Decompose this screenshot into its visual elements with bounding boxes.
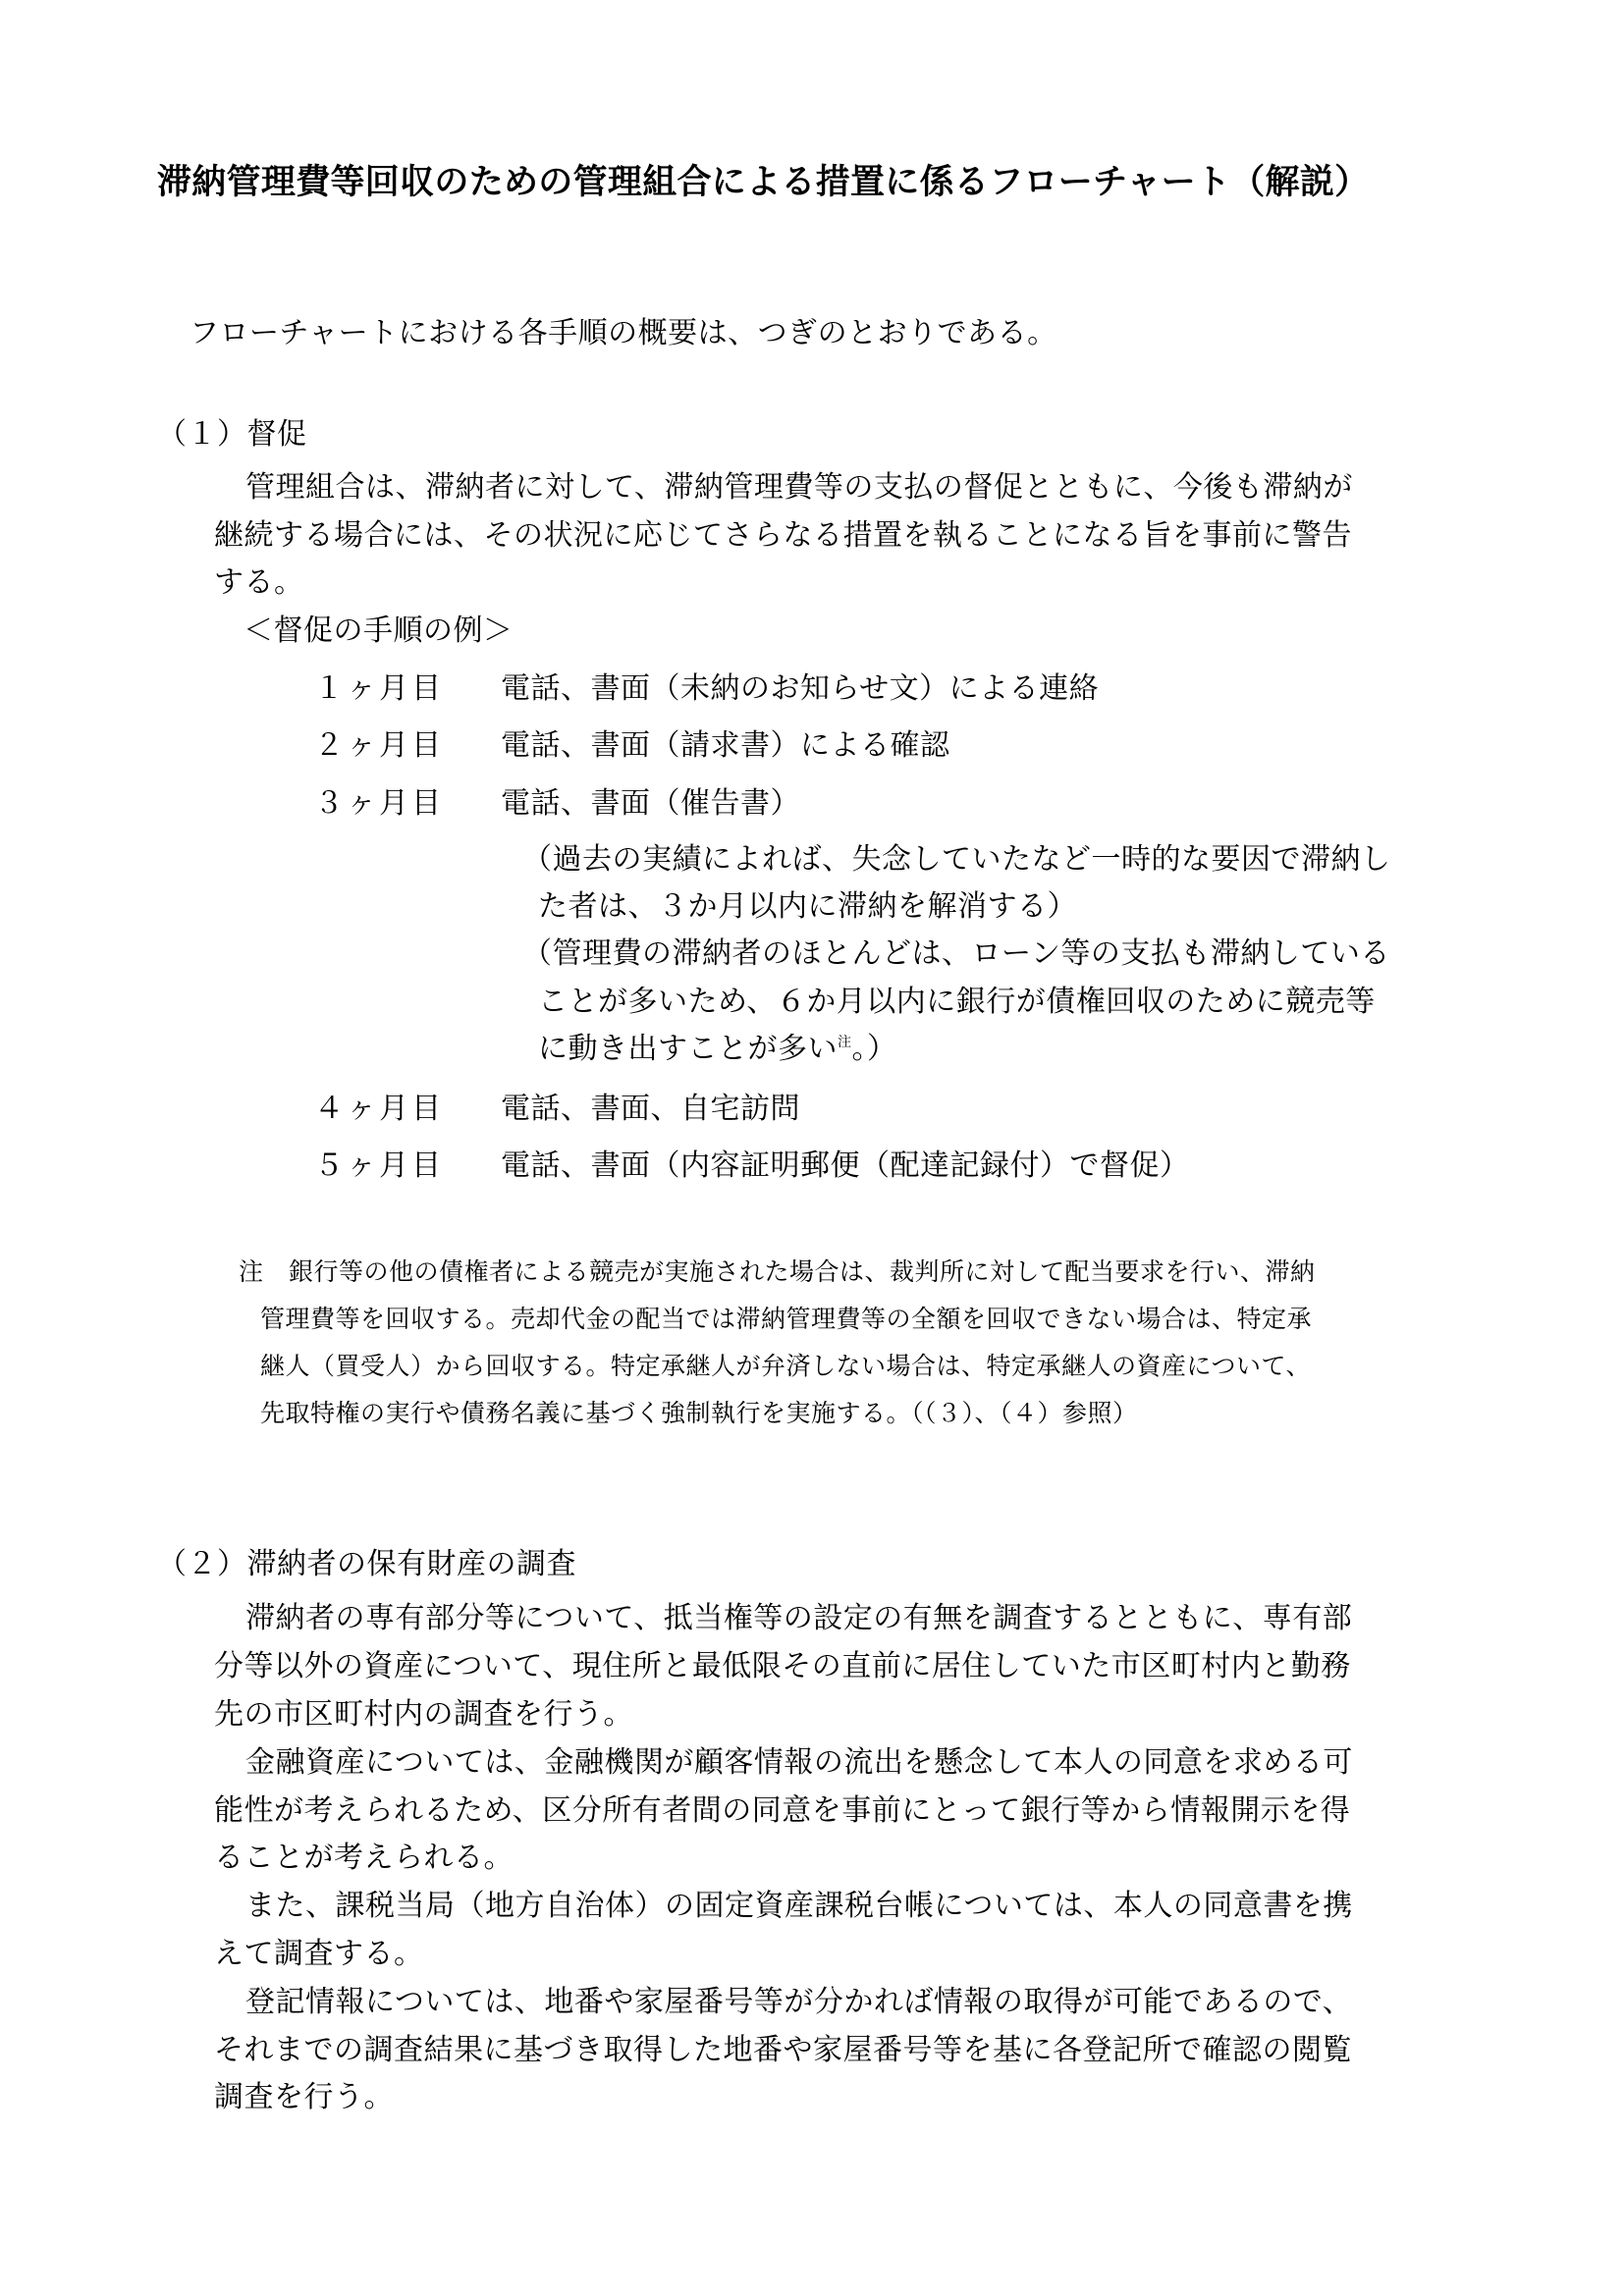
step3-note-text: に動き出すことが多い bbox=[538, 1032, 838, 1066]
step-month: ２ヶ月目 bbox=[314, 728, 444, 763]
step3-note-line: （管理費の滞納者のほとんどは、ローン等の支払も滞納している bbox=[522, 936, 1390, 971]
step-month: １ヶ月目 bbox=[314, 671, 444, 706]
section2-body-line: 滞納者の専有部分等について、抵当権等の設定の有無を調査するとともに、専有部 bbox=[245, 1601, 1353, 1635]
section2-body-line: 調査を行う。 bbox=[214, 2080, 394, 2114]
step3-note-line: ことが多いため、６か月以内に銀行が債権回収のために競売等 bbox=[538, 985, 1376, 1019]
step3-note-line: （過去の実績によれば、失念していたなど一時的な要因で滞納し bbox=[522, 842, 1391, 877]
section2-body-line: 金融資産については、金融機関が顧客情報の流出を懸念して本人の同意を求める可 bbox=[245, 1745, 1353, 1780]
section2-body-line: 登記情報については、地番や家屋番号等が分かれば情報の取得が可能であるので、 bbox=[245, 1985, 1353, 2019]
footnote-marker: 注 bbox=[838, 1035, 852, 1050]
step3-note-line: た者は、３か月以内に滞納を解消する） bbox=[538, 889, 1077, 924]
step-action: 電話、書面、自宅訪問 bbox=[501, 1092, 800, 1126]
footnote-line: 注 銀行等の他の債権者による競売が実施された場合は、裁判所に対して配当要求を行い、滞納 bbox=[239, 1257, 1316, 1286]
section1-heading: （１）督促 bbox=[157, 417, 307, 452]
footnote-line: 先取特権の実行や債務名義に基づく強制執行を実施する。（（３）、（４）参照） bbox=[260, 1399, 1138, 1427]
section2-heading: （２）滞納者の保有財産の調査 bbox=[157, 1547, 576, 1581]
section1-body-line: 継続する場合には、その状況に応じてさらなる措置を執ることになる旨を事前に警告 bbox=[214, 518, 1352, 553]
step-action: 電話、書面（未納のお知らせ文）による連絡 bbox=[501, 671, 1100, 706]
step-action: 電話、書面（催告書） bbox=[501, 786, 800, 821]
step-month: ５ヶ月目 bbox=[314, 1148, 444, 1183]
section2-body-line: 能性が考えられるため、区分所有者間の同意を事前にとって銀行等から情報開示を得 bbox=[214, 1793, 1351, 1828]
section2-body-line: それまでの調査結果に基づき取得した地番や家屋番号等を基に各登記所で確認の閲覧 bbox=[214, 2033, 1352, 2067]
step-action: 電話、書面（請求書）による確認 bbox=[501, 728, 950, 763]
section2-body-line: ることが考えられる。 bbox=[214, 1841, 514, 1875]
intro-text: フローチャートにおける各手順の概要は、つぎのとおりである。 bbox=[189, 316, 1057, 350]
example-heading: ＜督促の手順の例＞ bbox=[244, 614, 514, 648]
footnote-line: 管理費等を回収する。売却代金の配当では滞納管理費等の全額を回収できない場合は、特定承 bbox=[260, 1305, 1313, 1333]
step-action: 電話、書面（内容証明郵便（配達記録付）で督促） bbox=[501, 1148, 1190, 1183]
step3-note-tail: 。） bbox=[851, 1032, 897, 1066]
footnote-line: 継人（買受人）から回収する。特定承継人が弁済しない場合は、特定承継人の資産について、 bbox=[260, 1352, 1312, 1380]
step3-note-line bbox=[538, 1030, 897, 1069]
section2-body-line: 分等以外の資産について、現住所と最低限その直前に居住していた市区町村内と勤務 bbox=[214, 1649, 1351, 1683]
step-month: ４ヶ月目 bbox=[314, 1092, 444, 1126]
section2-body-line: また、課税当局（地方自治体）の固定資産課税台帳については、本人の同意書を携 bbox=[245, 1889, 1353, 1923]
section2-body-line: 先の市区町村内の調査を行う。 bbox=[214, 1697, 633, 1732]
step-month: ３ヶ月目 bbox=[314, 786, 444, 821]
section1-body-line: 管理組合は、滞納者に対して、滞納管理費等の支払の督促とともに、今後も滞納が bbox=[245, 470, 1353, 505]
page-title: 滞納管理費等回収のための管理組合による措置に係るフローチャート（解説） bbox=[157, 163, 1370, 202]
section2-body-line: えて調査する。 bbox=[214, 1937, 424, 1971]
section1-body-line: する。 bbox=[214, 565, 304, 600]
